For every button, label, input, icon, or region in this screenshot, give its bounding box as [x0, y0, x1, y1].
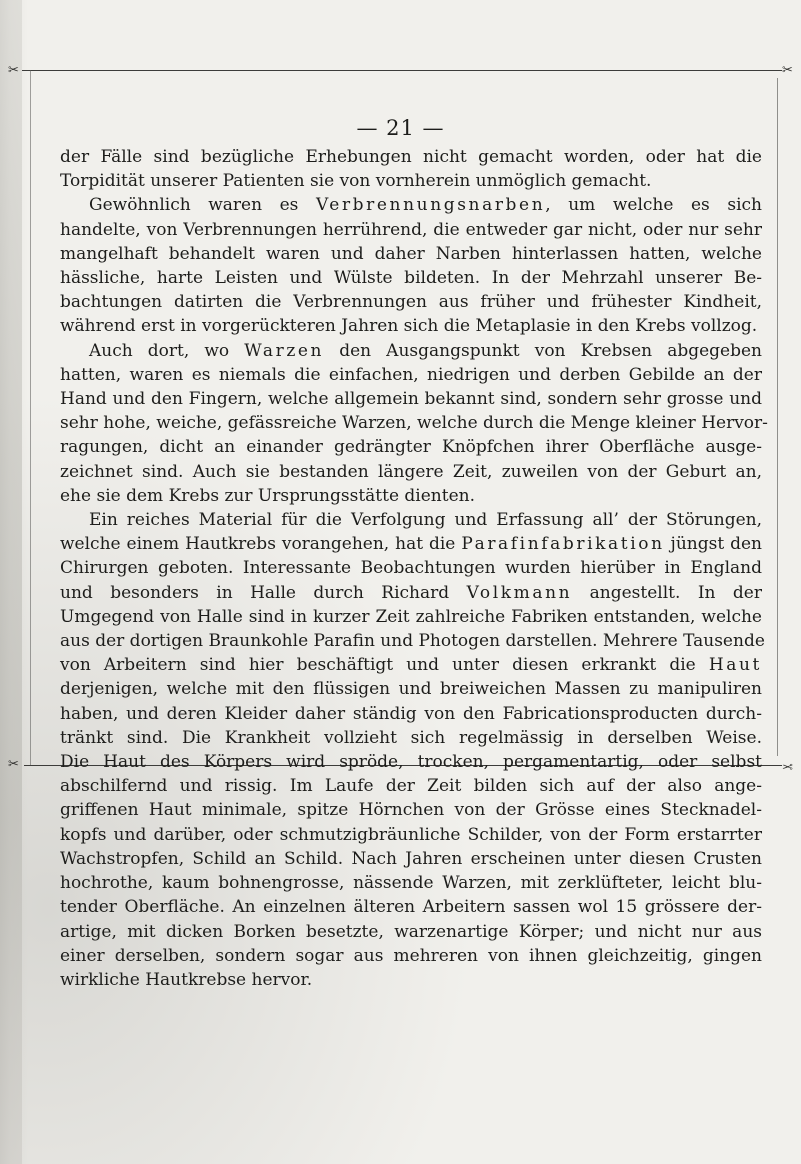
text-line: ragungen, dicht an einander gedrängter Knöpfchen ihrer Oberfläche ausge- — [60, 437, 762, 458]
text-line: hochrothe, kaum bohnengrosse, nässende Warzen, mit zerklüfteter, leicht blu- — [60, 873, 762, 894]
body-text — [60, 145, 768, 992]
text-line: Gewöhnlich waren es Verbrennungsnarben, um welche es sich — [89, 195, 762, 216]
page-number: — 21 — — [356, 116, 445, 140]
text-line: Umgegend von Halle sind in kurzer Zeit zahlreiche Fabriken entstanden, welche — [60, 606, 762, 627]
text-line: derjenigen, welche mit den flüssigen und breiweichen Massen zu manipuliren — [60, 679, 762, 700]
text-line: ehe sie dem Krebs zur Ursprungsstätte dienten. — [60, 485, 475, 506]
text-line: Wachstropfen, Schild an Schild. Nach Jahren erscheinen unter diesen Crusten — [60, 848, 762, 869]
text-line: abschilfernd und rissig. Im Laufe der Zeit bilden sich auf der also ange- — [60, 776, 762, 797]
left-cut-line — [30, 70, 31, 765]
text-line: von Arbeitern sind hier beschäftigt und unter diesen erkrankt die Haut — [60, 655, 762, 676]
paragraph — [60, 508, 765, 992]
text-line: haben, und deren Kleider daher ständig von den Fabricationsproducten durch- — [60, 703, 762, 724]
paragraph — [60, 193, 762, 338]
text-line: Chirurgen geboten. Interessante Beobachtungen wurden hierüber in England — [60, 558, 762, 579]
text-line: zeichnet sind. Auch sie bestanden längere Zeit, zuweilen von der Geburt an, — [60, 461, 762, 482]
text-line: Auch dort, wo Warzen den Ausgangspunkt von Krebsen abgegeben — [89, 340, 763, 361]
text-line: mangelhaft behandelt waren und daher Narben hinterlassen hatten, welche — [60, 243, 762, 264]
text-line: griffenen Haut minimale, spitze Hörnchen von der Grösse eines Stecknadel- — [60, 800, 762, 821]
text-line: während erst in vorgerückteren Jahren sich die Metaplasie in den Krebs vollzog. — [60, 316, 758, 337]
text-line: welche einem Hautkrebs vorangehen, hat die Parafinfabrikation jüngst den — [60, 534, 762, 555]
text-line: hatten, waren es niemals die einfachen, niedrigen und derben Gebilde an der — [60, 364, 762, 385]
text-line: tränkt sind. Die Krankheit vollzieht sich regelmässig in derselben Weise. — [60, 727, 762, 748]
text-line: handelte, von Verbrennungen herrührend, die entweder gar nicht, oder nur sehr — [60, 219, 762, 240]
text-line: sehr hohe, weiche, gefässreiche Warzen, welche durch die Menge kleiner Hervor- — [60, 413, 768, 434]
text-line: Hand und den Fingern, welche allgemein bekannt sind, sondern sehr grosse und — [60, 389, 762, 410]
text-line: kopfs und darüber, oder schmutzigbräunliche Schilder, von der Form erstarrter — [60, 824, 762, 845]
scissors-icon: ✂ — [8, 63, 19, 78]
scissors-icon: ✂ — [8, 757, 19, 772]
paragraph — [60, 145, 762, 193]
text-line: der Fälle sind bezügliche Erhebungen nicht gemacht worden, oder hat die — [60, 147, 762, 167]
text-line: Die Haut des Körpers wird spröde, trocken, pergamentartig, oder selbst — [60, 752, 762, 773]
text-line: einer derselben, sondern sogar aus mehreren von ihnen gleichzeitig, gingen — [60, 945, 762, 966]
text-line: wirkliche Hautkrebse hervor. — [60, 969, 313, 990]
scissors-icon: ✂ — [782, 758, 793, 773]
text-line: artige, mit dicken Borken besetzte, warzenartige Körper; und nicht nur aus — [60, 921, 762, 942]
top-cut-line — [22, 70, 782, 71]
text-line: Torpidität unserer Patienten sie von vornherein unmöglich gemacht. — [60, 171, 652, 192]
text-line: tender Oberfläche. An einzelnen älteren Arbeitern sassen wol 15 grössere der- — [60, 897, 762, 918]
scissors-icon: ✂ — [782, 63, 793, 78]
right-cut-line — [777, 78, 778, 756]
text-line: aus der dortigen Braunkohle Parafin und Photogen darstellen. Mehrere Tausende — [60, 631, 765, 652]
paragraph — [60, 339, 768, 508]
text-line: Ein reiches Material für die Verfolgung und Erfassung all’ der Störungen, — [89, 510, 762, 531]
scan-binding-shadow — [0, 0, 22, 1164]
text-line: hässliche, harte Leisten und Wülste bildeten. In der Mehrzahl unserer Be- — [60, 268, 762, 289]
text-line: bachtungen datirten die Verbrennungen aus früher und frühester Kindheit, — [60, 292, 762, 313]
text-line: und besonders in Halle durch Richard Volkmann angestellt. In der — [60, 582, 762, 603]
